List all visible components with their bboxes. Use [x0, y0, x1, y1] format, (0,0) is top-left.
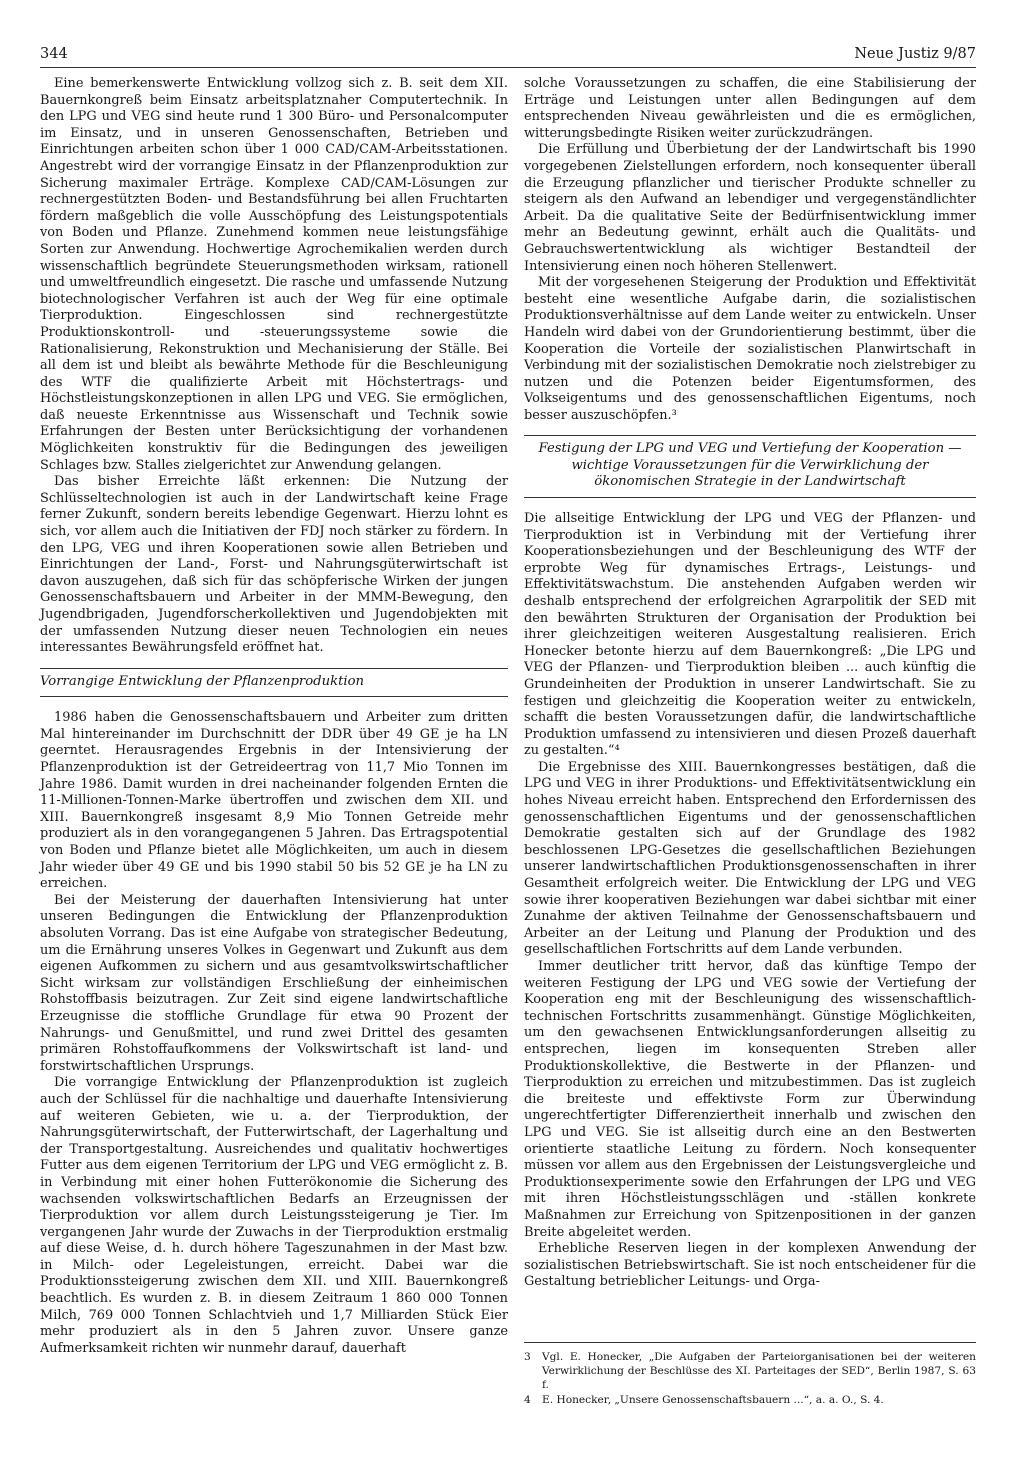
paragraph: Eine bemerkenswerte Entwicklung vollzog sich z. B. seit dem XII. Bauernkongreß beim Einsatz arbeitsplatznaher Computertechnik. In den LPG und VEG sind heute rund 1 300 Büro- und Personalcomputer im Einsatz, und in unseren Genossenschaften, Betrieben und Einrichtungen arbeiten schon über 1 000 CAD/CAM-Arbeitsstationen. Angestrebt wird der vorrangige Einsatz in der Pflanzenproduktion zur Sicherung maximaler Erträge. Komplexe CAD/CAM-Lösungen zur rechnergestützten Boden- und Bestandsführung bei allen Fruchtarten fördern maßgeblich die volle Ausschöpfung des Leistungspotentials von Boden und Pflanze. Zunehmend kommen neue leistungsfähige Sorten zur Anwendung. Hochwertige Agrochemikalien werden durch wissenschaftlich begründete Steuerungsmethoden wirksam, rationell und umweltfreundlich eingesetzt. Die rasche und umfassende Nutzung biotechnologischer Verfahren ist auch der Weg für eine optimale Tierproduktion. Eingeschlossen sind rechnergestützte Produktionskontroll- und -steuerungssysteme sowie die Rationalisierung, Rekonstruktion und Mechanisierung der Ställe. Bei all dem ist und bleibt als bewährte Methode für die Beschleunigung des WTF die qualifizierte Arbeit mit Höchstertrags- und Höchstleistungskonzeptionen in allen LPG und VEG. Sie ermöglichen, daß neueste Erkenntnisse aus Wissenschaft und Technik sowie Erfahrungen der Besten unter Berücksichtigung der vorhandenen Möglichkeiten konstruktiv für die Bedingungen des jeweiligen Schlages bzw. Stalles zielgerichtet zur Anwendung gelangen. — [40, 76, 508, 473]
journal-title: Neue Justiz 9/87 — [854, 46, 976, 62]
footnote-text: E. Honecker, „Unsere Genossenschaftsbauern ...“, a. a. O., S. 4. — [542, 1394, 884, 1407]
paragraph: 1986 haben die Genossenschaftsbauern und Arbeiter zum dritten Mal hintereinander im Durchschnitt der DDR über 49 GE je ha LN geerntet. Herausragendes Ergebnis in der Intensivierung der Pflanzenproduktion ist der Getreideertrag von 11,7 Mio Tonnen im Jahre 1986. Damit wurden in drei nacheinander folgenden Ernten die 11-Millionen-Tonnen-Marke übertroffen und zwischen dem XII. und XIII. Bauernkongreß insgesamt 8,9 Mio Tonnen Getreide mehr produziert als in den vorangegangenen 5 Jahren. Das Ertragspotential von Boden und Pflanze bietet alle Möglichkeiten, um auch in diesem Jahr wieder über 49 GE und bis 1990 stabil 50 bis 52 GE je ha LN zu erreichen. — [40, 710, 508, 892]
section-heading: Vorrangige Entwicklung der Pflanzenproduktion — [40, 668, 508, 698]
header-rule — [40, 67, 976, 68]
footnote — [524, 1394, 976, 1408]
paragraph: Mit der vorgesehenen Steigerung der Produktion und Effektivität besteht eine wesentliche Aufgabe darin, die sozialistischen Produktionsverhältnisse auf dem Lande weiter zu entwickeln. Unser Handeln wird dabei von der Grundorientierung bestimmt, über die Kooperation die Vorteile der sozialistischen Planwirtschaft in Verbindung mit der sozialistischen Demokratie noch zielstrebiger zu nutzen und die Potenzen beider Eigentumsformen, des Volkseigentums und des genossenschaftlichen Eigentums, noch besser auszuschöpfen.³ — [524, 275, 976, 423]
paragraph: Bei der Meisterung der dauerhaften Intensivierung hat unter unseren Bedingungen die Entwicklung der Pflanzenproduktion absoluten Vorrang. Das ist eine Aufgabe von strategischer Bedeutung, um die Ernährung unseres Volkes in Gegenwart und Zukunft aus dem eigenen Aufkommen zu sichern und aus gesamtvolkswirtschaftlicher Sicht wirksam zur vollständigen Erschließung der einheimischen Rohstoffbasis beizutragen. Zur Zeit sind eigene landwirtschaftliche Erzeugnisse die stoffliche Grundlage für etwa 90 Prozent der Nahrungs- und Genußmittel, und rund zwei Drittel des gesamten primären Rohstoffaufkommens der Volkswirtschaft ist land- und forstwirtschaftlichen Ursprungs. — [40, 892, 508, 1074]
footnote-number: 4 — [524, 1394, 531, 1407]
paragraph: Die Ergebnisse des XIII. Bauernkongresses bestätigen, daß die LPG und VEG in ihrer Produktions- und Effektivitätsentwicklung ein hohes Niveau erreicht haben. Entsprechend den Erfordernissen des genossenschaftlichen Eigentums und der genossenschaftlichen Demokratie gestalten sich auf der Grundlage des 1982 beschlossenen LPG-Gesetzes die gesellschaftlichen Beziehungen unserer landwirtschaftlichen Produktionsgenossenschaften in ihrer Gesamtheit erfolgreich weiter. Die Entwicklung der LPG und VEG sowie ihrer kooperativen Beziehungen war dabei sichtbar mit einer Zunahme der aktiven Teilnahme der Genossenschaftsbauern und Arbeiter an der Leitung und Planung der Produktion und des gesellschaftlichen Fortschritts auf dem Lande verbunden. — [524, 759, 976, 958]
page-number: 344 — [40, 46, 68, 62]
footnotes — [524, 1342, 976, 1410]
running-header — [40, 46, 976, 62]
paragraph: solche Voraussetzungen zu schaffen, die eine Stabilisierung der Erträge und Leistungen unter allen Bedingungen auf dem entsprechenden Niveau gewährleisten und die es ermöglichen, witterungsbedingte Risiken weiter zurückzudrängen. — [524, 76, 976, 141]
footnote — [524, 1351, 976, 1392]
paragraph: Immer deutlicher tritt hervor, daß das künftige Tempo der weiteren Festigung der LPG und VEG sowie der Vertiefung der Kooperation eng mit der Beschleunigung des wissenschaftlich-technischen Fortschritts zusammenhängt. Günstige Möglichkeiten, um den gewachsenen Entwicklungsanforderungen allseitig zu entsprechen, liegen im konsequenten Streben aller Produktionskollektive, die Bestwerte in der Pflanzen- und Tierproduktion zu erreichen und mitzubestimmen. Das ist zugleich die breiteste und effektivste Form zur Überwindung ungerechtfertigter Differenziertheit innerhalb und zwischen den LPG und VEG. Sie ist allseitig durch eine an den Bestwerten orientierte staatliche Leitung zu fördern. Noch konsequenter müssen vor allem aus den Ergebnissen der Leistungsvergleiche und Produktionsexperimente sowie den Erfahrungen der LPG und VEG mit ihren Höchstleistungsschlägen und -ställen konkrete Maßnahmen zur Erreichung von Spitzenpositionen in der ganzen Breite abgeleitet werden. — [524, 959, 976, 1240]
footnote-text: Vgl. E. Honecker, „Die Aufgaben der Parteiorganisationen bei der weiteren Verwirklichung der Beschlüsse des XI. Parteitages der SED“, Berlin 1987, S. 63 f. — [542, 1351, 976, 1391]
section-heading: Festigung der LPG und VEG und Vertiefung der Kooperation — wichtige Voraussetzungen für die Verwirklichung der ökonomischen Strategie in der Landwirtschaft — [524, 435, 976, 498]
paragraph: Das bisher Erreichte läßt erkennen: Die Nutzung der Schlüsseltechnologien ist auch in der Landwirtschaft keine Frage ferner Zukunft, sondern bereits lebendige Gegenwart. Hierzu lohnt es sich, vor allem auch die Initiativen der FDJ noch stärker zu fördern. In den LPG, VEG und ihren Kooperationen sowie allen Betrieben und Einrichtungen der Land-, Forst- und Nahrungsgüterwirtschaft ist davon auszugehen, daß sich für das schöpferische Wirken der jungen Genossenschaftsbauern und Arbeiter in der MMM-Bewegung, den Jugendbrigaden, Jugendforscherkollektiven und Jugendobjekten mit der umfassenden Nutzung dieser neuen Technologien ein neues interessantes Bewährungsfeld eröffnet hat. — [40, 474, 508, 656]
paragraph: Die Erfüllung und Überbietung der der Landwirtschaft bis 1990 vorgegebenen Zielstellungen erfordern, noch konsequenter überall die Erzeugung pflanzlicher und tierischer Produkte schneller zu steigern als den Aufwand an lebendiger und vergegenständlichter Arbeit. Da die qualitative Seite der Bedürfnisentwicklung immer mehr an Bedeutung gewinnt, erhält auch die Qualitäts- und Gebrauchswertentwicklung als wichtiger Bestandteil der Intensivierung einen noch höheren Stellenwert. — [524, 142, 976, 274]
paragraph: Die vorrangige Entwicklung der Pflanzenproduktion ist zugleich auch der Schlüssel für die nachhaltige und dauerhafte Intensivierung auf weiteren Gebieten, wie u. a. der Tierproduktion, der Nahrungsgüterwirtschaft, der Futterwirtschaft, der Lagerhaltung und der Transportgestaltung. Ausreichendes und qualitativ hochwertiges Futter aus dem eigenen Territorium der LPG und VEG ermöglicht z. B. in Verbindung mit einer hohen Futterökonomie die Sicherung des wachsenden volkswirtschaftlichen Bedarfs an Erzeugnissen der Tierproduktion vor allem durch Leistungssteigerung je Tier. Im vergangenen Jahr wurde der Zuwachs in der Tierproduktion erstmalig auf diese Weise, d. h. durch höhere Tageszunahmen in der Mast bzw. in Milch- oder Legeleistungen, erreicht. Dabei war die Produktionssteigerung zwischen dem XII. und XIII. Bauernkongreß beachtlich. Es wurden z. B. in diesem Zeitraum 1 860 000 Tonnen Milch, 769 000 Tonnen Schlachtvieh und 1,7 Milliarden Stück Eier mehr produziert als in den 5 Jahren zuvor. Unsere ganze Aufmerksamkeit richten wir nunmehr darauf, dauerhaft — [40, 1075, 508, 1356]
footnote-number: 3 — [524, 1351, 531, 1363]
paragraph: Erhebliche Reserven liegen in der komplexen Anwendung der sozialistischen Betriebswirtschaft. Sie ist noch entscheidener für die Gestaltung betrieblicher Leitungs- und Orga- — [524, 1241, 976, 1290]
left-column — [40, 76, 508, 1357]
right-column — [524, 76, 976, 1291]
paragraph: Die allseitige Entwicklung der LPG und VEG der Pflanzen- und Tierproduktion ist in Verbindung mit der Vertiefung ihrer Kooperationsbeziehungen und der Beschleunigung des WTF der erprobte Weg für dynamisches Ertrags-, Leistungs- und Effektivitätswachstum. Die anstehenden Aufgaben werden wir deshalb entsprechend der erfolgreichen Agrarpolitik der SED mit den bewährten Strukturen der Organisation der Produktion bei ihrer gleichzeitigen weiteren Ausgestaltung realisieren. Erich Honecker betonte hierzu auf dem Bauernkongreß: „Die LPG und VEG der Pflanzen- und Tierproduktion bleiben ... auch künftig die Grundeinheiten der Produktion in unserer Landwirtschaft. Sie zu festigen und gleichzeitig die Kooperation weiter zu entwickeln, schafft die besten Voraussetzungen dafür, die landwirtschaftliche Produktion umfassend zu intensivieren und diesen Prozeß dauerhaft zu gestalten.“⁴ — [524, 510, 976, 759]
